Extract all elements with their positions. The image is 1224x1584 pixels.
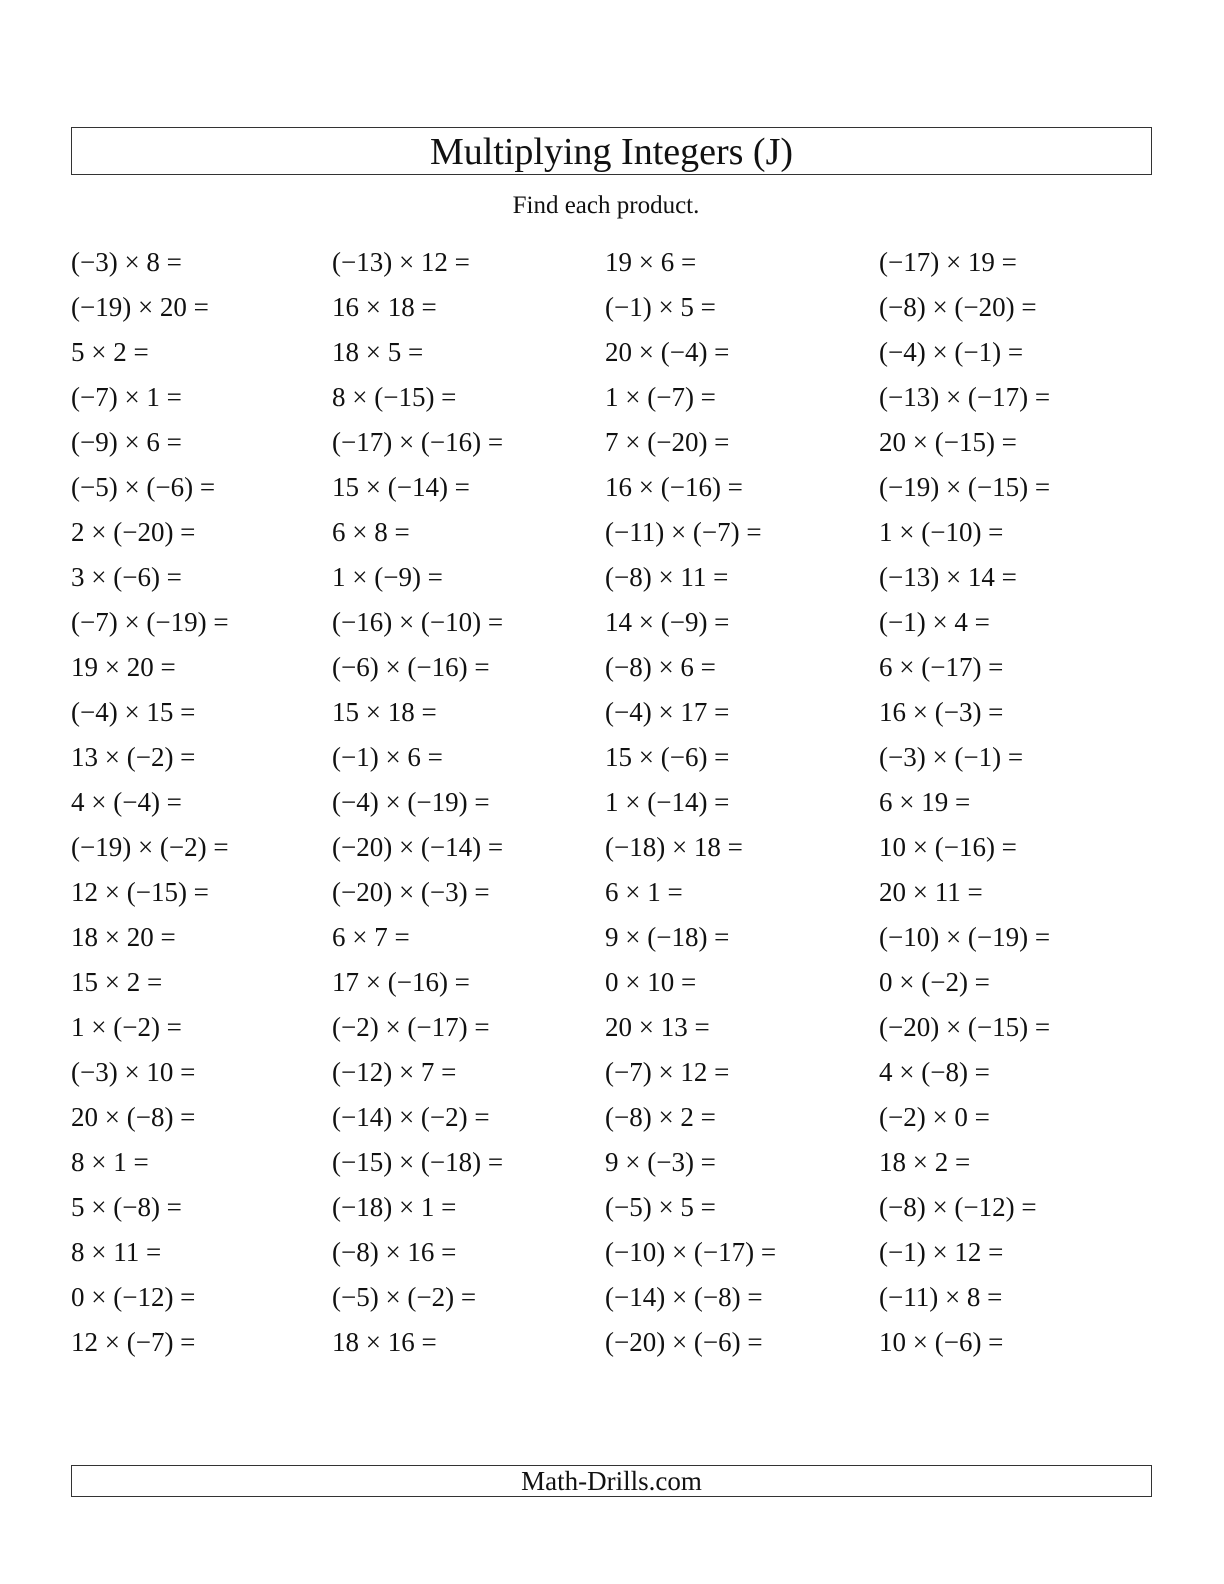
problem-4-22: (−8) × (−12) = — [879, 1192, 1037, 1222]
problem-4-4: (−13) × (−17) = — [879, 382, 1051, 412]
problem-3-10: (−8) × 6 = — [605, 652, 716, 682]
title-box — [71, 127, 1152, 175]
problem-2-19: (−12) × 7 = — [332, 1057, 457, 1087]
problem-2-13: (−4) × (−19) = — [332, 787, 490, 817]
problem-1-4: (−7) × 1 = — [71, 382, 182, 412]
problem-2-14: (−20) × (−14) = — [332, 832, 504, 862]
problem-4-10: 6 × (−17) = — [879, 652, 1004, 682]
problem-2-18: (−2) × (−17) = — [332, 1012, 490, 1042]
footer-text: Math-Drills.com — [521, 1465, 702, 1496]
problem-3-20: (−8) × 2 = — [605, 1102, 716, 1132]
problem-4-19: 4 × (−8) = — [879, 1057, 990, 1087]
problem-3-2: (−1) × 5 = — [605, 292, 716, 322]
problem-1-12: 13 × (−2) = — [71, 742, 196, 772]
problem-3-15: 6 × 1 = — [605, 877, 683, 907]
problem-1-25: 12 × (−7) = — [71, 1327, 196, 1357]
problem-4-14: 10 × (−16) = — [879, 832, 1017, 862]
problem-3-12: 15 × (−6) = — [605, 742, 730, 772]
problem-4-8: (−13) × 14 = — [879, 562, 1017, 592]
problem-4-21: 18 × 2 = — [879, 1147, 971, 1177]
problem-4-17: 0 × (−2) = — [879, 967, 990, 997]
problem-1-8: 3 × (−6) = — [71, 562, 182, 592]
problem-1-9: (−7) × (−19) = — [71, 607, 229, 637]
problem-2-23: (−8) × 16 = — [332, 1237, 457, 1267]
problem-4-11: 16 × (−3) = — [879, 697, 1004, 727]
problem-3-14: (−18) × 18 = — [605, 832, 743, 862]
problem-3-23: (−10) × (−17) = — [605, 1237, 777, 1267]
problem-3-3: 20 × (−4) = — [605, 337, 730, 367]
problem-1-19: (−3) × 10 = — [71, 1057, 196, 1087]
problem-2-15: (−20) × (−3) = — [332, 877, 490, 907]
problem-3-17: 0 × 10 = — [605, 967, 697, 997]
problem-2-2: 16 × 18 = — [332, 292, 437, 322]
problem-3-24: (−14) × (−8) = — [605, 1282, 763, 1312]
problem-1-23: 8 × 11 = — [71, 1237, 162, 1267]
footer-box — [71, 1465, 1152, 1497]
problem-3-9: 14 × (−9) = — [605, 607, 730, 637]
problem-2-20: (−14) × (−2) = — [332, 1102, 490, 1132]
problem-1-24: 0 × (−12) = — [71, 1282, 196, 1312]
problem-3-25: (−20) × (−6) = — [605, 1327, 763, 1357]
problem-4-23: (−1) × 12 = — [879, 1237, 1004, 1267]
problem-1-5: (−9) × 6 = — [71, 427, 182, 457]
problem-4-9: (−1) × 4 = — [879, 607, 990, 637]
problem-3-22: (−5) × 5 = — [605, 1192, 716, 1222]
problem-2-1: (−13) × 12 = — [332, 247, 470, 277]
problem-1-11: (−4) × 15 = — [71, 697, 196, 727]
problem-2-11: 15 × 18 = — [332, 697, 437, 727]
problem-1-18: 1 × (−2) = — [71, 1012, 182, 1042]
problem-column-1 — [71, 245, 229, 1370]
problem-3-16: 9 × (−18) = — [605, 922, 730, 952]
problem-4-24: (−11) × 8 = — [879, 1282, 1003, 1312]
problem-4-5: 20 × (−15) = — [879, 427, 1017, 457]
problem-1-13: 4 × (−4) = — [71, 787, 182, 817]
problem-1-7: 2 × (−20) = — [71, 517, 196, 547]
problem-1-14: (−19) × (−2) = — [71, 832, 229, 862]
problem-2-5: (−17) × (−16) = — [332, 427, 504, 457]
problem-4-1: (−17) × 19 = — [879, 247, 1017, 277]
problem-3-4: 1 × (−7) = — [605, 382, 716, 412]
problem-2-6: 15 × (−14) = — [332, 472, 470, 502]
problem-2-3: 18 × 5 = — [332, 337, 424, 367]
problem-3-8: (−8) × 11 = — [605, 562, 729, 592]
problem-1-20: 20 × (−8) = — [71, 1102, 196, 1132]
problem-4-15: 20 × 11 = — [879, 877, 983, 907]
problem-3-7: (−11) × (−7) = — [605, 517, 762, 547]
problem-3-6: 16 × (−16) = — [605, 472, 743, 502]
problem-2-10: (−6) × (−16) = — [332, 652, 490, 682]
problem-2-25: 18 × 16 = — [332, 1327, 437, 1357]
problem-2-17: 17 × (−16) = — [332, 967, 470, 997]
problem-1-6: (−5) × (−6) = — [71, 472, 216, 502]
problem-4-13: 6 × 19 = — [879, 787, 971, 817]
problem-2-21: (−15) × (−18) = — [332, 1147, 504, 1177]
problem-3-11: (−4) × 17 = — [605, 697, 730, 727]
problem-column-3 — [605, 245, 776, 1370]
problem-1-3: 5 × 2 = — [71, 337, 149, 367]
problem-1-22: 5 × (−8) = — [71, 1192, 182, 1222]
problem-3-18: 20 × 13 = — [605, 1012, 710, 1042]
problem-4-20: (−2) × 0 = — [879, 1102, 990, 1132]
problem-4-12: (−3) × (−1) = — [879, 742, 1024, 772]
problem-3-5: 7 × (−20) = — [605, 427, 730, 457]
problem-4-18: (−20) × (−15) = — [879, 1012, 1051, 1042]
problem-2-22: (−18) × 1 = — [332, 1192, 457, 1222]
problem-grid — [0, 245, 1224, 1375]
problem-4-3: (−4) × (−1) = — [879, 337, 1024, 367]
problem-1-21: 8 × 1 = — [71, 1147, 149, 1177]
problem-1-17: 15 × 2 = — [71, 967, 163, 997]
problem-1-2: (−19) × 20 = — [71, 292, 209, 322]
problem-2-9: (−16) × (−10) = — [332, 607, 504, 637]
problem-2-8: 1 × (−9) = — [332, 562, 443, 592]
problem-2-4: 8 × (−15) = — [332, 382, 457, 412]
problem-4-25: 10 × (−6) = — [879, 1327, 1004, 1357]
problem-4-16: (−10) × (−19) = — [879, 922, 1051, 952]
problem-column-4 — [879, 245, 1050, 1370]
problem-1-16: 18 × 20 = — [71, 922, 176, 952]
problem-column-2 — [332, 245, 503, 1370]
problem-2-24: (−5) × (−2) = — [332, 1282, 477, 1312]
problem-1-15: 12 × (−15) = — [71, 877, 209, 907]
problem-2-16: 6 × 7 = — [332, 922, 410, 952]
worksheet-title: Multiplying Integers (J) — [429, 131, 794, 173]
problem-3-1: 19 × 6 = — [605, 247, 697, 277]
problem-1-10: 19 × 20 = — [71, 652, 176, 682]
problem-4-7: 1 × (−10) = — [879, 517, 1004, 547]
problem-1-1: (−3) × 8 = — [71, 247, 182, 277]
problem-4-2: (−8) × (−20) = — [879, 292, 1037, 322]
problem-3-21: 9 × (−3) = — [605, 1147, 716, 1177]
problem-3-19: (−7) × 12 = — [605, 1057, 730, 1087]
problem-3-13: 1 × (−14) = — [605, 787, 730, 817]
problem-2-7: 6 × 8 = — [332, 517, 410, 547]
problem-4-6: (−19) × (−15) = — [879, 472, 1051, 502]
instructions: Find each product. — [512, 192, 700, 219]
problem-2-12: (−1) × 6 = — [332, 742, 443, 772]
